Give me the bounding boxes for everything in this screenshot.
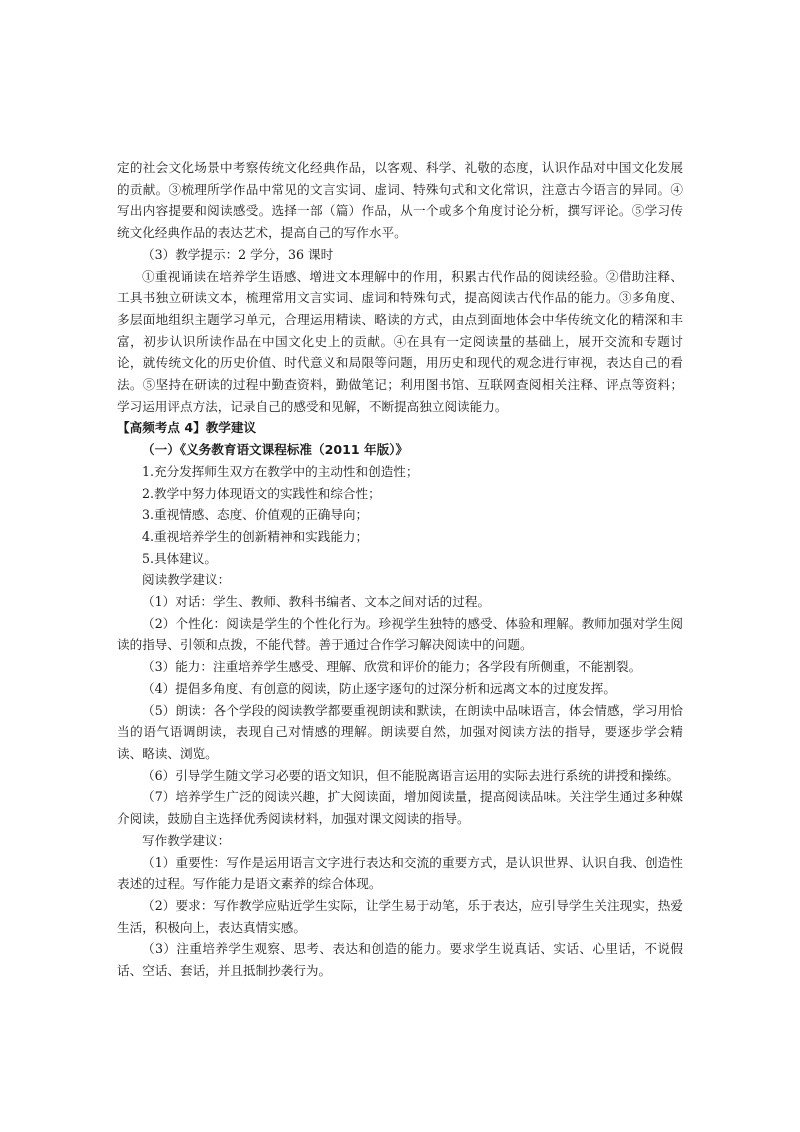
writing-item: （3）注重培养学生观察、思考、表达和创造的能力。要求学生说真话、实话、心里话，不说假话、空话、套话，并且抵制抄袭行为。: [117, 941, 683, 979]
reading-item: （6）引导学生随文学习必要的语文知识，但不能脱离语言运用的实际去进行系统的讲授和操练。: [142, 767, 679, 783]
reading-item: （5）朗读：各个学段的阅读教学都要重视朗读和默读，在朗读中品味语言，体会情感，学习用恰当的语气语调朗读，表现自己对情感的理解。朗读要自然，加强对阅读方法的指导，要逐步学会精读、略读、浏览。: [117, 702, 683, 761]
intro-paragraph: 定的社会文化场景中考察传统文化经典作品，以客观、科学、礼敬的态度，认识作品对中国文化发展的贡献。③梳理所学作品中常见的文言实词、虚词、特殊句式和文化常识，注意古今语言的异同。④写出内容提要和阅读感受。选择一部（篇）作品，从一个或多个角度讨论分析，撰写评论。⑤学习传统文化经典作品的表达艺术，提高自己的写作水平。: [117, 160, 683, 241]
list-item: 3.重视情感、态度、价值观的正确导向；: [142, 507, 369, 523]
teaching-tips-paragraph: ①重视诵读在培养学生语感、增进文本理解中的作用，积累古代作品的阅读经验。②借助注释、工具书独立研读文本，梳理常用文言实词、虚词和特殊句式，提高阅读古代作品的能力。③多角度、多层面地组织主题学习单元，合理运用精读、略读的方式，由点到面地体会中华传统文化的精深和丰富，初步认识所读作品在中国文化史上的贡献。④在具有一定阅读量的基础上，展开交流和专题讨论，就传统文化的历史价值、时代意义和局限等问题，用历史和现代的观念进行审视，表达自己的看法。⑤坚持在研读的过程中勤查资料，勤做笔记；利用图书馆、互联网查阅相关注释、评点等资料；学习运用评点方法，记录自己的感受和见解，不断提高独立阅读能力。: [117, 268, 683, 414]
writing-title: 写作教学建议：: [142, 832, 231, 848]
teaching-tips-line: （3）教学提示：2 学分，36 课时: [142, 246, 334, 262]
writing-item: （1）重要性：写作是运用语言文字进行表达和交流的重要方式，是认识世界、认识自我、创造性表述的过程。写作能力是语文素养的综合体现。: [117, 854, 683, 892]
reading-item: （7）培养学生广泛的阅读兴趣，扩大阅读面，增加阅读量，提高阅读品味。关注学生通过多种媒介阅读，鼓励自主选择优秀阅读材料，加强对课文阅读的指导。: [117, 789, 683, 827]
reading-item: （1）对话：学生、教师、教科书编者、文本之间对话的过程。: [142, 594, 491, 610]
document-page: [117, 157, 683, 982]
reading-item: （4）提倡多角度、有创意的阅读，防止逐字逐句的过深分析和远离文本的过度发挥。: [142, 680, 616, 696]
list-item: 4.重视培养学生的创新精神和实践能力；: [142, 528, 369, 544]
section-subheading: （一）《义务教育语文课程标准（2011 年版）》: [142, 442, 409, 458]
writing-item: （2）要求：写作教学应贴近学生实际，让学生易于动笔，乐于表达，应引导学生关注现实，热爱生活，积极向上，表达真情实感。: [117, 897, 683, 935]
reading-title: 阅读教学建议：: [142, 572, 231, 588]
section-heading: 【高频考点 4】教学建议: [117, 420, 257, 436]
list-item: 2.教学中努力体现语文的实践性和综合性；: [142, 485, 381, 501]
reading-item: （2）个性化：阅读是学生的个性化行为。珍视学生独特的感受、体验和理解。教师加强对学生阅读的指导、引领和点拨，不能代替。善于通过合作学习解决阅读中的问题。: [117, 615, 683, 653]
list-item: 5.具体建议。: [142, 550, 217, 566]
reading-item: （3）能力：注重培养学生感受、理解、欣赏和评价的能力；各学段有所侧重，不能割裂。: [142, 659, 642, 675]
list-item: 1.充分发挥师生双方在教学中的主动性和创造性；: [142, 463, 419, 479]
